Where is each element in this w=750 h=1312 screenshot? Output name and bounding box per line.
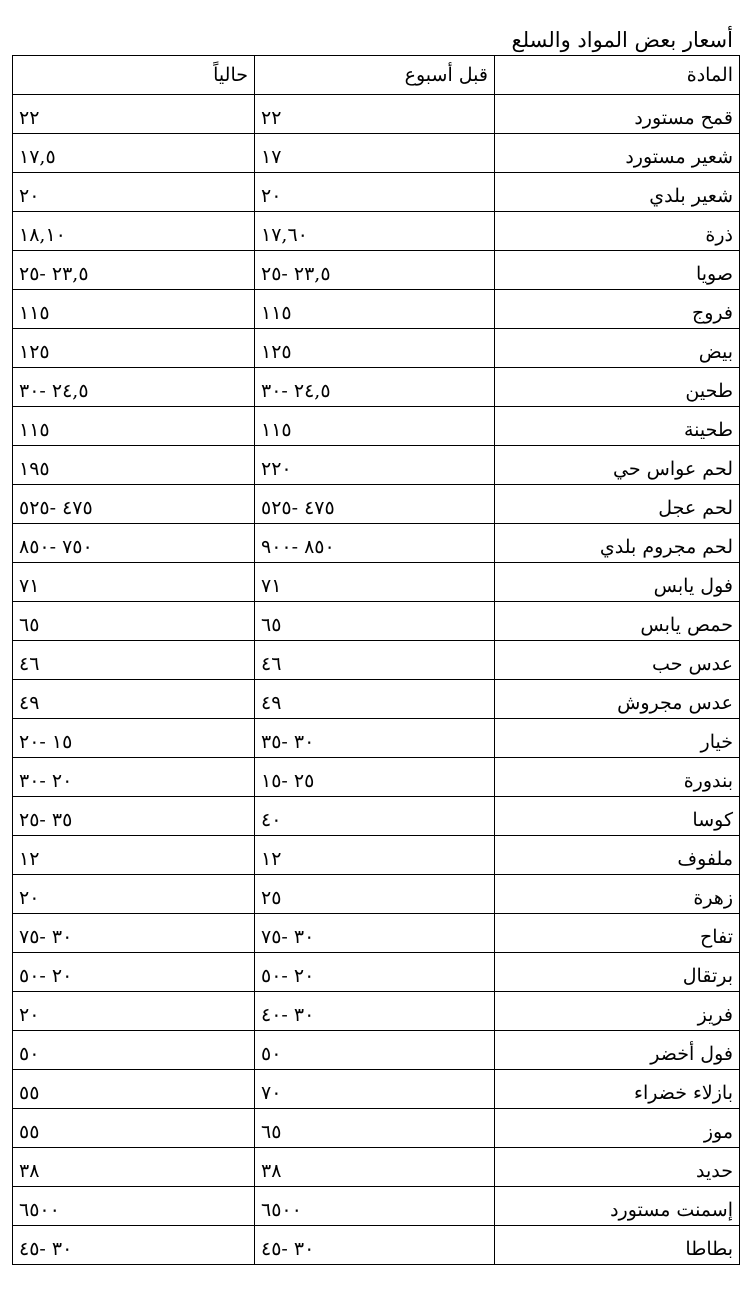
item-cell: عدس مجروش	[495, 680, 740, 719]
item-cell: إسمنت مستورد	[495, 1187, 740, 1226]
current-cell: ١١٥	[13, 290, 255, 329]
item-cell: خيار	[495, 719, 740, 758]
header-week-ago: قبل أسبوع	[255, 56, 495, 95]
item-cell: لحم عواس حي	[495, 446, 740, 485]
current-cell: ٥٥	[13, 1070, 255, 1109]
table-row	[13, 875, 740, 914]
item-cell: فريز	[495, 992, 740, 1031]
item-cell: فول يابس	[495, 563, 740, 602]
current-cell: ٢٠ -٥٠	[13, 953, 255, 992]
item-cell: فروج	[495, 290, 740, 329]
current-cell: ١٨,١٠	[13, 212, 255, 251]
item-cell: عدس حب	[495, 641, 740, 680]
week-ago-cell: ١٢٥	[255, 329, 495, 368]
table-row	[13, 524, 740, 563]
current-cell: ٢٤,٥ -٣٠	[13, 368, 255, 407]
current-cell: ٤٧٥ -٥٢٥	[13, 485, 255, 524]
week-ago-cell: ٢٢٠	[255, 446, 495, 485]
current-cell: ٣٨	[13, 1148, 255, 1187]
table-row	[13, 329, 740, 368]
current-cell: ٤٦	[13, 641, 255, 680]
table-row	[13, 212, 740, 251]
current-cell: ١٢٥	[13, 329, 255, 368]
item-cell: حمص يابس	[495, 602, 740, 641]
table-row	[13, 1070, 740, 1109]
current-cell: ٢٠	[13, 875, 255, 914]
table-row	[13, 407, 740, 446]
table-row	[13, 134, 740, 173]
week-ago-cell: ١١٥	[255, 407, 495, 446]
week-ago-cell: ٢٠ -٥٠	[255, 953, 495, 992]
table-row	[13, 1109, 740, 1148]
table-row	[13, 368, 740, 407]
table-row	[13, 992, 740, 1031]
item-cell: شعير بلدي	[495, 173, 740, 212]
item-cell: ملفوف	[495, 836, 740, 875]
table-row	[13, 95, 740, 134]
current-cell: ١٧,٥	[13, 134, 255, 173]
week-ago-cell: ٢٠	[255, 173, 495, 212]
current-cell: ٦٥	[13, 602, 255, 641]
week-ago-cell: ٦٥	[255, 602, 495, 641]
week-ago-cell: ٣٠ -٧٥	[255, 914, 495, 953]
week-ago-cell: ١٧,٦٠	[255, 212, 495, 251]
table-row	[13, 1148, 740, 1187]
week-ago-cell: ٣٠ -٤٠	[255, 992, 495, 1031]
table-header-row	[13, 56, 740, 95]
week-ago-cell: ٤٠	[255, 797, 495, 836]
table-row	[13, 680, 740, 719]
week-ago-cell: ٧٠	[255, 1070, 495, 1109]
table-row	[13, 797, 740, 836]
current-cell: ١٥ -٢٠	[13, 719, 255, 758]
week-ago-cell: ٧١	[255, 563, 495, 602]
current-cell: ١١٥	[13, 407, 255, 446]
current-cell: ٣٠ -٧٥	[13, 914, 255, 953]
table-row	[13, 719, 740, 758]
week-ago-cell: ٨٥٠ -٩٠٠	[255, 524, 495, 563]
item-cell: كوسا	[495, 797, 740, 836]
current-cell: ٥٠	[13, 1031, 255, 1070]
current-cell: ٣٥ -٢٥	[13, 797, 255, 836]
item-cell: برتقال	[495, 953, 740, 992]
table-row	[13, 914, 740, 953]
week-ago-cell: ٣٨	[255, 1148, 495, 1187]
item-cell: بيض	[495, 329, 740, 368]
item-cell: موز	[495, 1109, 740, 1148]
item-cell: طحينة	[495, 407, 740, 446]
table-row	[13, 1226, 740, 1265]
week-ago-cell: ٣٠ -٤٥	[255, 1226, 495, 1265]
table-row	[13, 758, 740, 797]
week-ago-cell: ٢٥ -١٥	[255, 758, 495, 797]
table-row	[13, 641, 740, 680]
week-ago-cell: ١٧	[255, 134, 495, 173]
table-row	[13, 251, 740, 290]
week-ago-cell: ٣٠ -٣٥	[255, 719, 495, 758]
current-cell: ٧١	[13, 563, 255, 602]
item-cell: لحم عجل	[495, 485, 740, 524]
item-cell: حديد	[495, 1148, 740, 1187]
week-ago-cell: ٥٠	[255, 1031, 495, 1070]
item-cell: طحين	[495, 368, 740, 407]
current-cell: ١٩٥	[13, 446, 255, 485]
header-item: المادة	[495, 56, 740, 95]
item-cell: ذرة	[495, 212, 740, 251]
current-cell: ٧٥٠ -٨٥٠	[13, 524, 255, 563]
item-cell: تفاح	[495, 914, 740, 953]
week-ago-cell: ٦٥٠٠	[255, 1187, 495, 1226]
item-cell: صويا	[495, 251, 740, 290]
item-cell: لحم مجروم بلدي	[495, 524, 740, 563]
page-title: أسعار بعض المواد والسلع	[511, 28, 733, 52]
table-row	[13, 602, 740, 641]
week-ago-cell: ٤٧٥ -٥٢٥	[255, 485, 495, 524]
current-cell: ٤٩	[13, 680, 255, 719]
item-cell: بازلاء خضراء	[495, 1070, 740, 1109]
week-ago-cell: ٦٥	[255, 1109, 495, 1148]
week-ago-cell: ٢٣,٥ -٢٥	[255, 251, 495, 290]
price-table	[12, 55, 740, 1265]
table-row	[13, 290, 740, 329]
current-cell: ٢٢	[13, 95, 255, 134]
current-cell: ٢٠	[13, 173, 255, 212]
table-row	[13, 485, 740, 524]
current-cell: ٢٣,٥ -٢٥	[13, 251, 255, 290]
table-row	[13, 563, 740, 602]
table-row	[13, 173, 740, 212]
table-row	[13, 953, 740, 992]
item-cell: بطاطا	[495, 1226, 740, 1265]
week-ago-cell: ١٢	[255, 836, 495, 875]
week-ago-cell: ٢٢	[255, 95, 495, 134]
table-body	[13, 56, 740, 1265]
header-current: حالياً	[13, 56, 255, 95]
current-cell: ٥٥	[13, 1109, 255, 1148]
current-cell: ١٢	[13, 836, 255, 875]
current-cell: ٦٥٠٠	[13, 1187, 255, 1226]
item-cell: فول أخضر	[495, 1031, 740, 1070]
item-cell: قمح مستورد	[495, 95, 740, 134]
table-row	[13, 446, 740, 485]
item-cell: شعير مستورد	[495, 134, 740, 173]
week-ago-cell: ٢٥	[255, 875, 495, 914]
item-cell: بندورة	[495, 758, 740, 797]
week-ago-cell: ١١٥	[255, 290, 495, 329]
current-cell: ٢٠	[13, 992, 255, 1031]
table-row	[13, 836, 740, 875]
week-ago-cell: ٢٤,٥ -٣٠	[255, 368, 495, 407]
item-cell: زهرة	[495, 875, 740, 914]
current-cell: ٣٠ -٤٥	[13, 1226, 255, 1265]
table-row	[13, 1187, 740, 1226]
week-ago-cell: ٤٦	[255, 641, 495, 680]
current-cell: ٢٠ -٣٠	[13, 758, 255, 797]
table-row	[13, 1031, 740, 1070]
week-ago-cell: ٤٩	[255, 680, 495, 719]
